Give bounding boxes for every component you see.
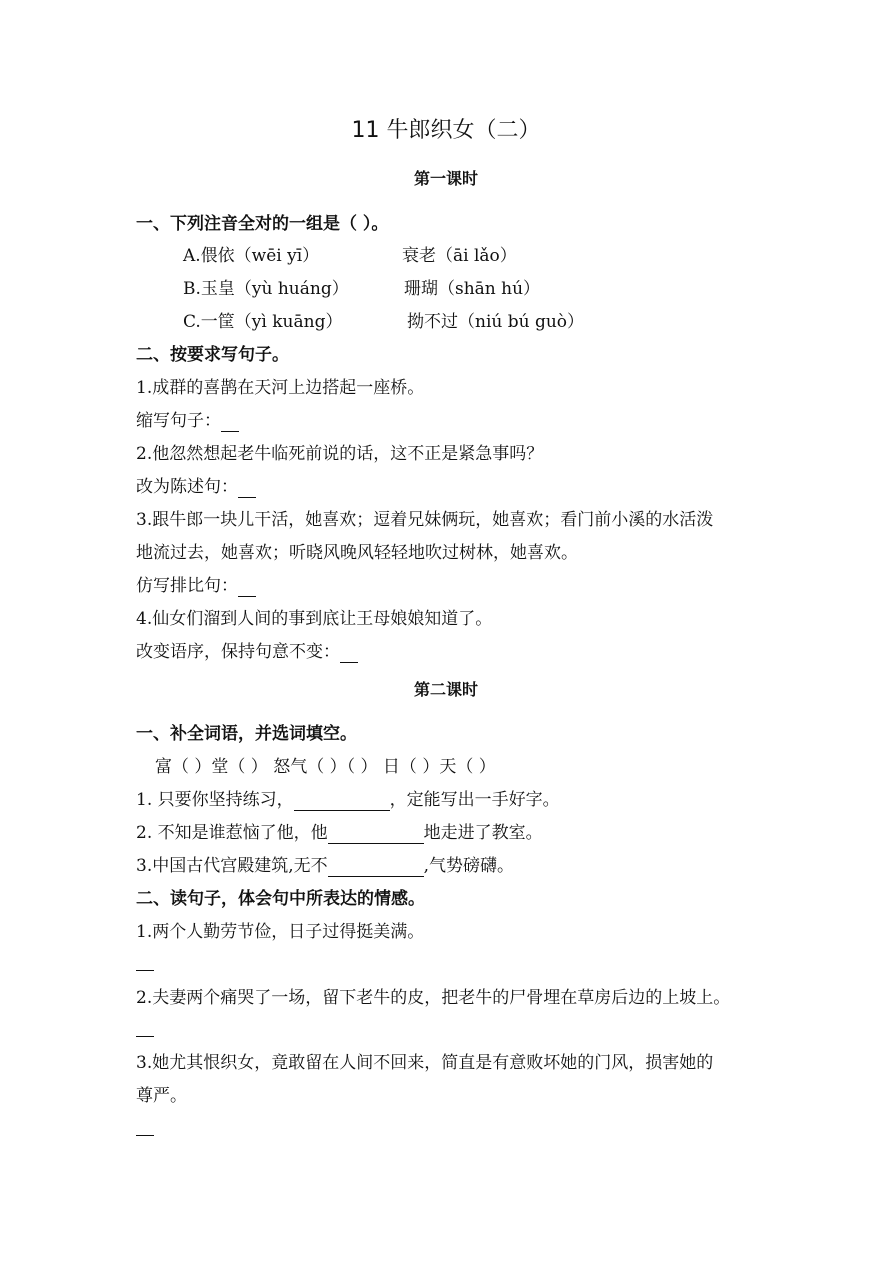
option-a-item1: A.偎依（wēi yī） — [183, 246, 320, 266]
emotion-sentence-2: 2.夫妻两个痛哭了一场，留下老牛的皮，把老牛的尸骨埋在草房后边的上坡上。 — [136, 988, 731, 1008]
option-b-item1: B.玉皇（yù huáng） — [183, 279, 349, 299]
word-blanks-row: 富（ ）堂（ ） 怒气（ ）（ ） 日（ ）天（ ） — [155, 757, 496, 777]
fill-blank[interactable] — [294, 792, 390, 811]
fill-text: 1. 只要你坚持练习， — [136, 790, 294, 810]
lesson2-q1-title: 一、补全词语，并选词填空。 — [136, 724, 357, 744]
emotion-sentence-3-line2: 尊严。 — [136, 1086, 187, 1106]
emotion-sentence-3-line1: 3.她尤其恨织女，竟敢留在人间不回来，简直是有意败坏她的门风，损害她的 — [136, 1053, 714, 1073]
option-a-item2: 衰老（āi lǎo） — [402, 246, 517, 266]
q2-prompt-4: 改变语序，保持句意不变： — [136, 642, 340, 662]
lesson1-heading: 第一课时 — [413, 169, 478, 188]
lesson2-heading: 第二课时 — [413, 680, 478, 699]
fill-text: ，定能写出一手好字。 — [389, 790, 560, 810]
lesson1-q2-title: 二、按要求写句子。 — [136, 345, 289, 365]
q2-answer-2 — [136, 476, 256, 498]
q2-prompt-3: 仿写排比句： — [136, 576, 238, 596]
fill-sentence-1 — [136, 789, 560, 811]
answer-blank[interactable] — [340, 644, 358, 663]
fill-blank[interactable] — [328, 858, 424, 877]
q2-answer-1 — [136, 410, 239, 432]
fill-sentence-2 — [136, 822, 543, 844]
fill-text: 地走进了教室。 — [423, 823, 543, 843]
q2-prompt-2: 改为陈述句： — [136, 477, 238, 497]
emotion-sentence-1: 1.两个人勤劳节俭，日子过得挺美满。 — [136, 922, 425, 942]
answer-blank[interactable] — [221, 413, 239, 432]
q2-sentence-2: 2.他忽然想起老牛临死前说的话，这不正是紧急事吗？ — [136, 444, 544, 464]
answer-blank[interactable] — [238, 479, 256, 498]
answer-blank[interactable] — [238, 578, 256, 597]
q2-sentence-3-line2: 地流过去，她喜欢；听晓风晚风轻轻地吹过树林，她喜欢。 — [136, 543, 578, 563]
fill-text: 3.中国古代宫殿建筑,无不 — [136, 856, 328, 876]
option-c-item1: C.一筐（yì kuāng） — [183, 312, 343, 332]
q2-prompt-1: 缩写句子： — [136, 411, 221, 431]
q2-sentence-1: 1.成群的喜鹊在天河上边搭起一座桥。 — [136, 378, 425, 398]
answer-line[interactable] — [136, 1135, 154, 1136]
fill-blank[interactable] — [328, 825, 424, 844]
q2-answer-3 — [136, 575, 256, 597]
fill-text: 2. 不知是谁惹恼了他，他 — [136, 823, 328, 843]
option-b-item2: 珊瑚（shān hú） — [404, 279, 541, 299]
q2-sentence-3-line1: 3.跟牛郎一块儿干活，她喜欢；逗着兄妹俩玩，她喜欢；看门前小溪的水活泼 — [136, 510, 714, 530]
answer-line[interactable] — [136, 1036, 154, 1037]
lesson1-q1-title: 一、下列注音全对的一组是（ ）。 — [136, 214, 389, 234]
fill-sentence-3 — [136, 855, 514, 877]
option-c-item2: 拗不过（niú bú guò） — [407, 312, 585, 332]
lesson2-q2-title: 二、读句子，体会句中所表达的情感。 — [136, 889, 425, 909]
q2-sentence-4: 4.仙女们溜到人间的事到底让王母娘娘知道了。 — [136, 609, 493, 629]
page-title: 11 牛郎织女（二） — [351, 118, 541, 143]
answer-line[interactable] — [136, 970, 154, 971]
fill-text: ,气势磅礴。 — [423, 856, 515, 876]
q2-answer-4 — [136, 641, 358, 663]
